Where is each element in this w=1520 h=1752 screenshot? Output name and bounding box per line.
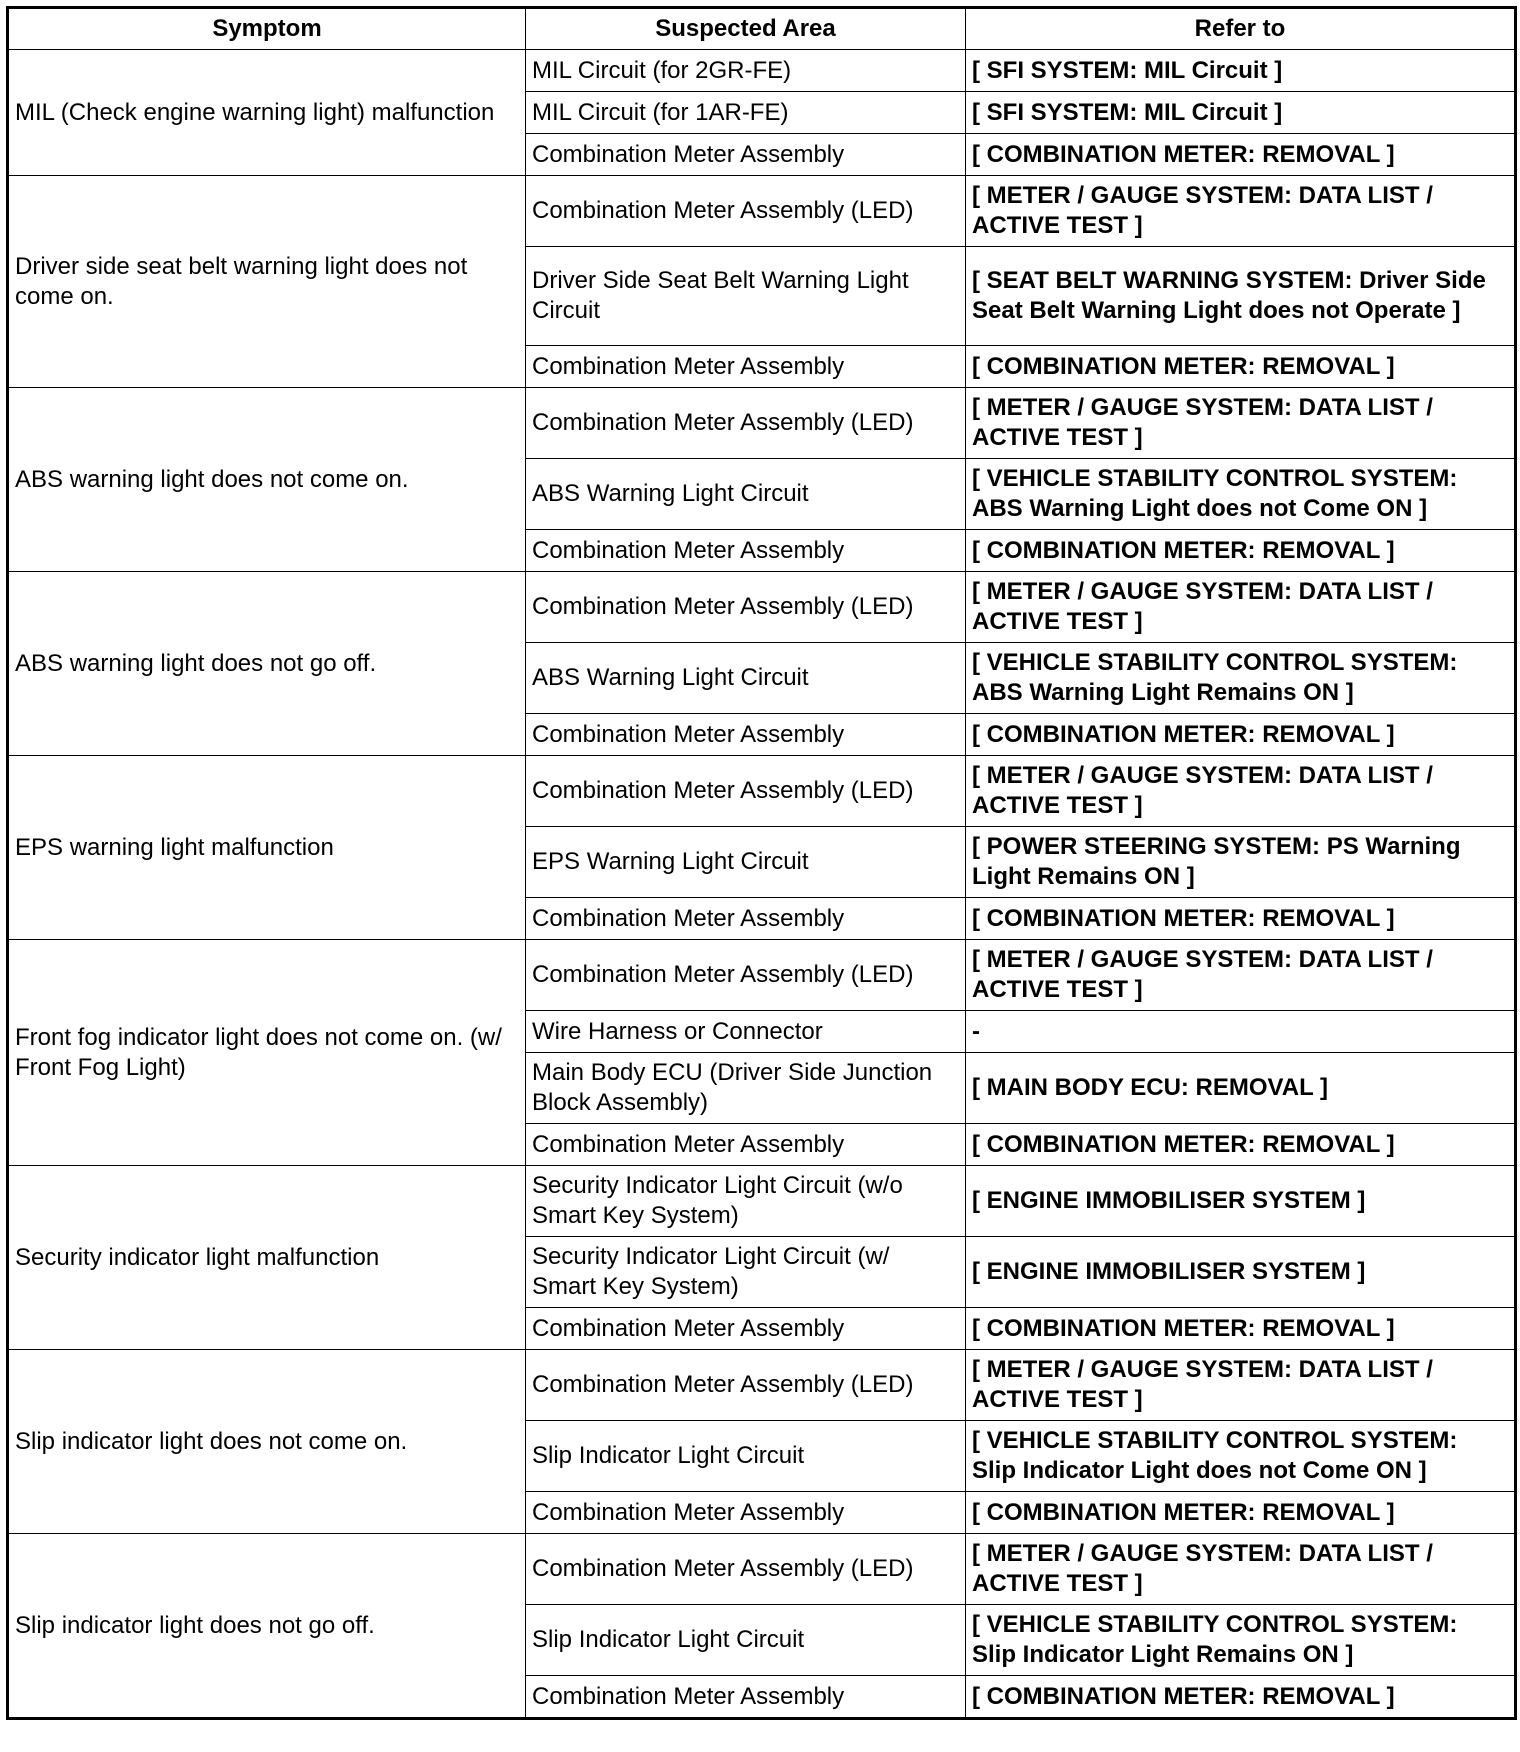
refer-cell: [ VEHICLE STABILITY CONTROL SYSTEM: ABS Warning Light does not Come ON ] xyxy=(966,459,1516,530)
symptom-cell: ABS warning light does not come on. xyxy=(8,388,526,572)
refer-cell: [ POWER STEERING SYSTEM: PS Warning Light Remains ON ] xyxy=(966,827,1516,898)
refer-cell: [ COMBINATION METER: REMOVAL ] xyxy=(966,1676,1516,1719)
area-cell: Combination Meter Assembly (LED) xyxy=(526,1534,966,1605)
refer-cell: [ SEAT BELT WARNING SYSTEM: Driver Side Seat Belt Warning Light does not Operate ] xyxy=(966,247,1516,346)
refer-cell: [ METER / GAUGE SYSTEM: DATA LIST / ACTIVE TEST ] xyxy=(966,388,1516,459)
symptom-cell: Slip indicator light does not go off. xyxy=(8,1534,526,1719)
table-row xyxy=(8,50,1516,92)
area-cell: Combination Meter Assembly (LED) xyxy=(526,388,966,459)
refer-cell: [ COMBINATION METER: REMOVAL ] xyxy=(966,1124,1516,1166)
refer-cell: [ COMBINATION METER: REMOVAL ] xyxy=(966,1492,1516,1534)
refer-cell: [ SFI SYSTEM: MIL Circuit ] xyxy=(966,50,1516,92)
area-cell: Security Indicator Light Circuit (w/ Smart Key System) xyxy=(526,1237,966,1308)
symptom-cell: MIL (Check engine warning light) malfunction xyxy=(8,50,526,176)
area-cell: EPS Warning Light Circuit xyxy=(526,827,966,898)
area-cell: Combination Meter Assembly xyxy=(526,1124,966,1166)
table-row xyxy=(8,572,1516,643)
header-suspected-area: Suspected Area xyxy=(526,8,966,50)
refer-cell: [ COMBINATION METER: REMOVAL ] xyxy=(966,134,1516,176)
area-cell: Combination Meter Assembly xyxy=(526,898,966,940)
refer-cell: [ COMBINATION METER: REMOVAL ] xyxy=(966,530,1516,572)
refer-cell: [ METER / GAUGE SYSTEM: DATA LIST / ACTIVE TEST ] xyxy=(966,756,1516,827)
area-cell: Combination Meter Assembly xyxy=(526,530,966,572)
area-cell: Main Body ECU (Driver Side Junction Block Assembly) xyxy=(526,1053,966,1124)
area-cell: Wire Harness or Connector xyxy=(526,1011,966,1053)
refer-cell: [ ENGINE IMMOBILISER SYSTEM ] xyxy=(966,1237,1516,1308)
symptom-cell: ABS warning light does not go off. xyxy=(8,572,526,756)
area-cell: Combination Meter Assembly xyxy=(526,1676,966,1719)
refer-cell: [ SFI SYSTEM: MIL Circuit ] xyxy=(966,92,1516,134)
area-cell: Combination Meter Assembly (LED) xyxy=(526,176,966,247)
area-cell: Slip Indicator Light Circuit xyxy=(526,1605,966,1676)
area-cell: ABS Warning Light Circuit xyxy=(526,459,966,530)
table-row xyxy=(8,1534,1516,1605)
refer-cell: [ METER / GAUGE SYSTEM: DATA LIST / ACTIVE TEST ] xyxy=(966,940,1516,1011)
table-row xyxy=(8,940,1516,1011)
area-cell: Combination Meter Assembly (LED) xyxy=(526,756,966,827)
header-row xyxy=(8,8,1516,50)
table-row xyxy=(8,756,1516,827)
table-row xyxy=(8,388,1516,459)
table-row xyxy=(8,176,1516,247)
refer-cell: [ COMBINATION METER: REMOVAL ] xyxy=(966,898,1516,940)
symptom-cell: Driver side seat belt warning light does not come on. xyxy=(8,176,526,388)
page xyxy=(6,6,1514,1720)
refer-cell: - xyxy=(966,1011,1516,1053)
refer-cell: [ METER / GAUGE SYSTEM: DATA LIST / ACTIVE TEST ] xyxy=(966,176,1516,247)
area-cell: Combination Meter Assembly (LED) xyxy=(526,1350,966,1421)
symptom-cell: EPS warning light malfunction xyxy=(8,756,526,940)
symptom-cell: Front fog indicator light does not come on. (w/ Front Fog Light) xyxy=(8,940,526,1166)
area-cell: Combination Meter Assembly xyxy=(526,714,966,756)
area-cell: ABS Warning Light Circuit xyxy=(526,643,966,714)
symptom-cell: Security indicator light malfunction xyxy=(8,1166,526,1350)
refer-cell: [ VEHICLE STABILITY CONTROL SYSTEM: ABS Warning Light Remains ON ] xyxy=(966,643,1516,714)
symptom-cell: Slip indicator light does not come on. xyxy=(8,1350,526,1534)
area-cell: Combination Meter Assembly (LED) xyxy=(526,940,966,1011)
area-cell: MIL Circuit (for 1AR-FE) xyxy=(526,92,966,134)
table-row xyxy=(8,1166,1516,1237)
header-symptom: Symptom xyxy=(8,8,526,50)
area-cell: Combination Meter Assembly xyxy=(526,346,966,388)
refer-cell: [ METER / GAUGE SYSTEM: DATA LIST / ACTIVE TEST ] xyxy=(966,572,1516,643)
refer-cell: [ COMBINATION METER: REMOVAL ] xyxy=(966,346,1516,388)
table-row xyxy=(8,1350,1516,1421)
area-cell: Combination Meter Assembly xyxy=(526,1492,966,1534)
area-cell: Security Indicator Light Circuit (w/o Smart Key System) xyxy=(526,1166,966,1237)
refer-cell: [ METER / GAUGE SYSTEM: DATA LIST / ACTIVE TEST ] xyxy=(966,1534,1516,1605)
refer-cell: [ COMBINATION METER: REMOVAL ] xyxy=(966,1308,1516,1350)
refer-cell: [ COMBINATION METER: REMOVAL ] xyxy=(966,714,1516,756)
area-cell: Combination Meter Assembly xyxy=(526,134,966,176)
refer-cell: [ MAIN BODY ECU: REMOVAL ] xyxy=(966,1053,1516,1124)
refer-cell: [ METER / GAUGE SYSTEM: DATA LIST / ACTIVE TEST ] xyxy=(966,1350,1516,1421)
refer-cell: [ VEHICLE STABILITY CONTROL SYSTEM: Slip Indicator Light Remains ON ] xyxy=(966,1605,1516,1676)
area-cell: Driver Side Seat Belt Warning Light Circuit xyxy=(526,247,966,346)
area-cell: Combination Meter Assembly xyxy=(526,1308,966,1350)
area-cell: Combination Meter Assembly (LED) xyxy=(526,572,966,643)
area-cell: Slip Indicator Light Circuit xyxy=(526,1421,966,1492)
refer-cell: [ VEHICLE STABILITY CONTROL SYSTEM: Slip Indicator Light does not Come ON ] xyxy=(966,1421,1516,1492)
area-cell: MIL Circuit (for 2GR-FE) xyxy=(526,50,966,92)
header-refer-to: Refer to xyxy=(966,8,1516,50)
refer-cell: [ ENGINE IMMOBILISER SYSTEM ] xyxy=(966,1166,1516,1237)
symptom-table xyxy=(6,6,1517,1720)
